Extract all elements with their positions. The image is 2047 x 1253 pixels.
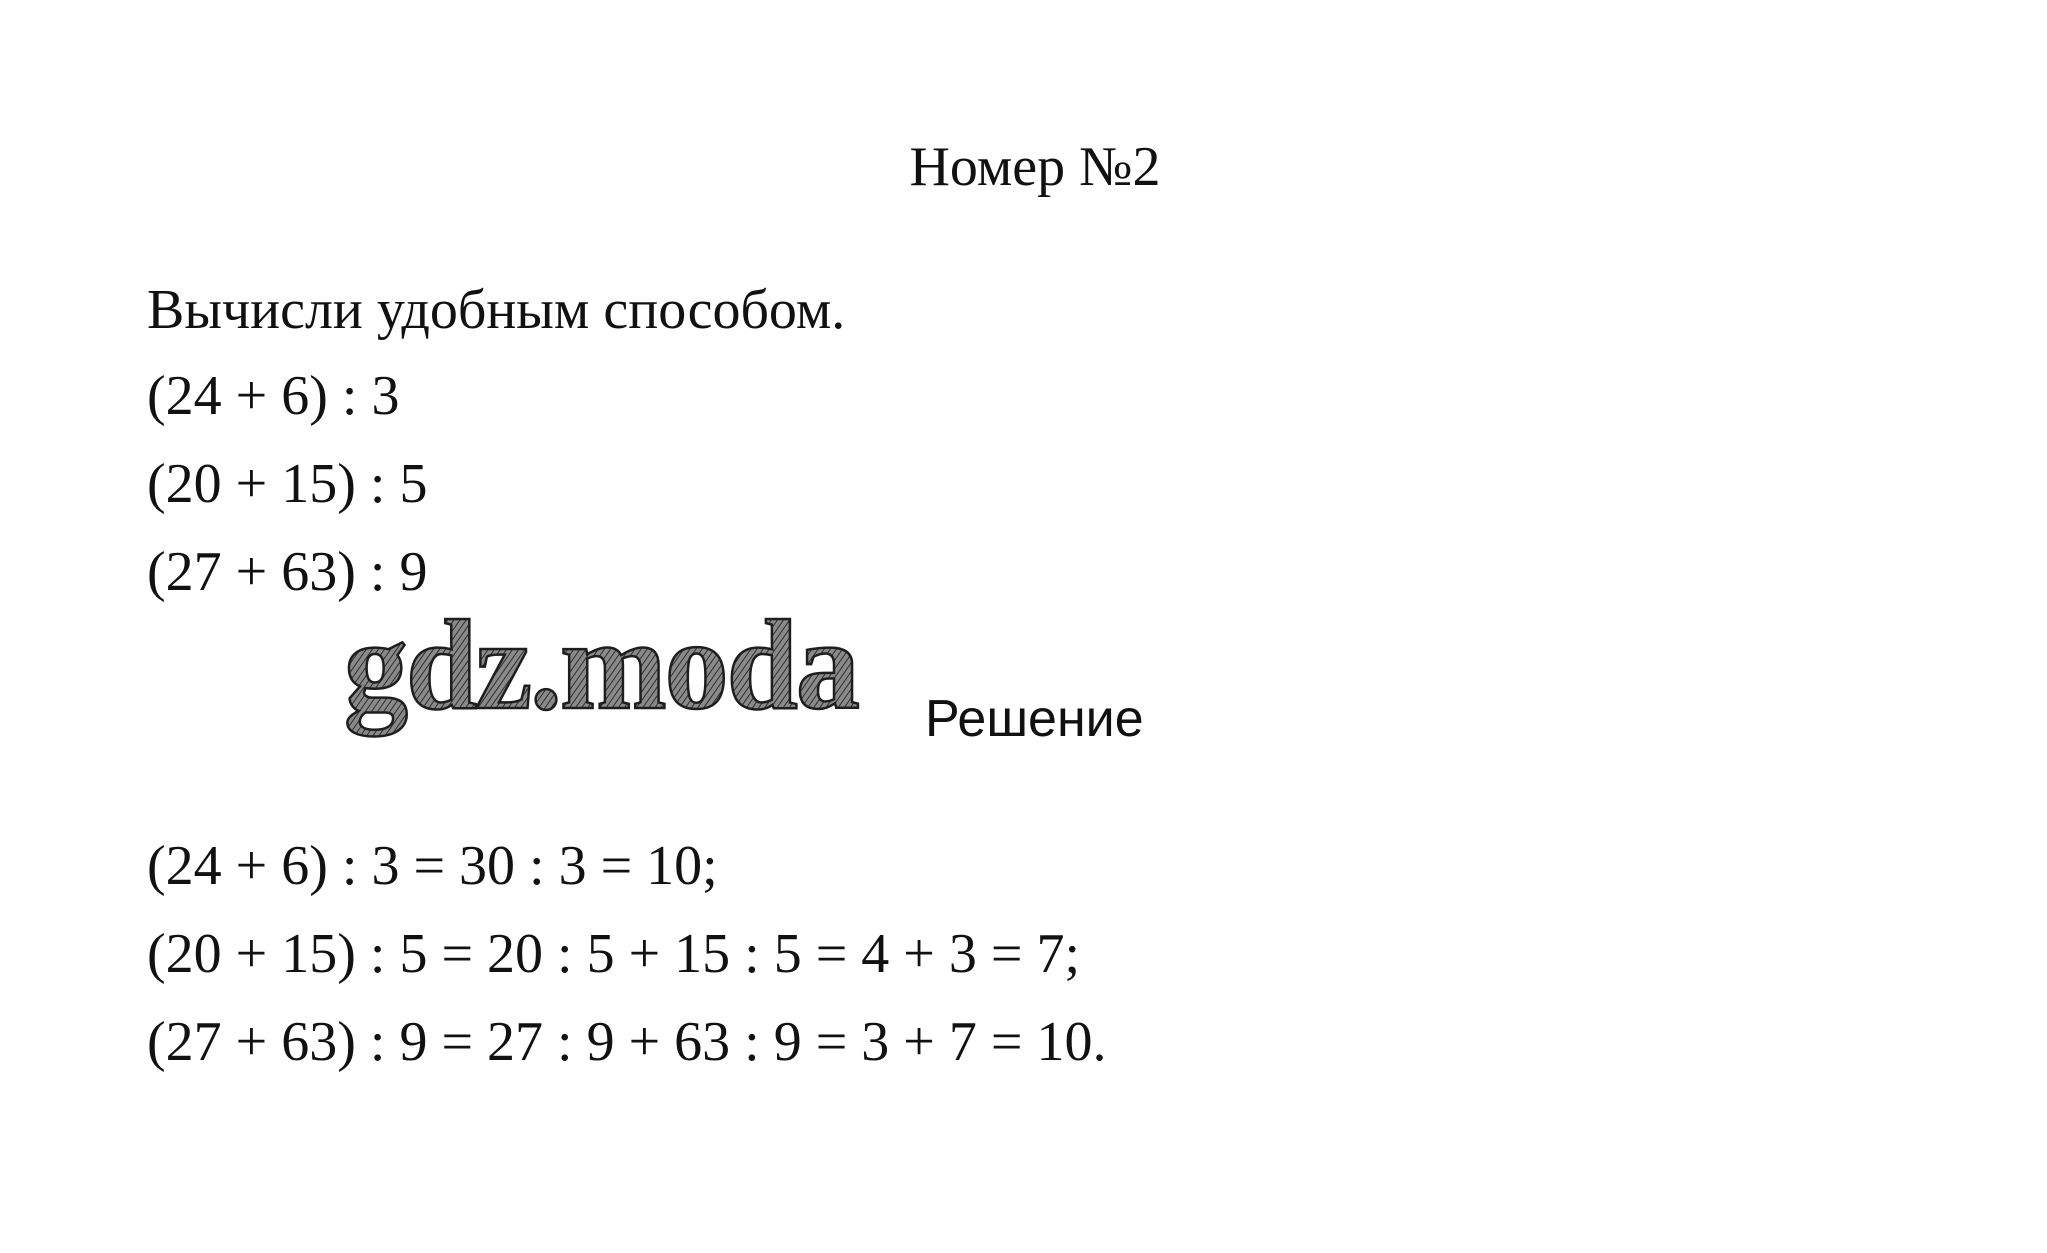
task-expression-3: (27 + 63) : 9 — [147, 541, 428, 603]
watermark-text: gdz.moda — [344, 594, 858, 736]
solution-line-3: (27 + 63) : 9 = 27 : 9 + 63 : 9 = 3 + 7 = 10. — [147, 1011, 1107, 1073]
task-expression-1: (24 + 6) : 3 — [147, 365, 400, 427]
solution-heading: Решение — [925, 690, 1144, 748]
watermark-logo — [340, 590, 920, 750]
page-title: Номер №2 — [909, 136, 1161, 198]
task-expression-2: (20 + 15) : 5 — [147, 453, 428, 515]
solution-line-1: (24 + 6) : 3 = 30 : 3 = 10; — [147, 835, 718, 897]
solution-line-2: (20 + 15) : 5 = 20 : 5 + 15 : 5 = 4 + 3 = 7; — [147, 923, 1081, 985]
task-instruction: Вычисли удобным способом. — [147, 279, 846, 341]
